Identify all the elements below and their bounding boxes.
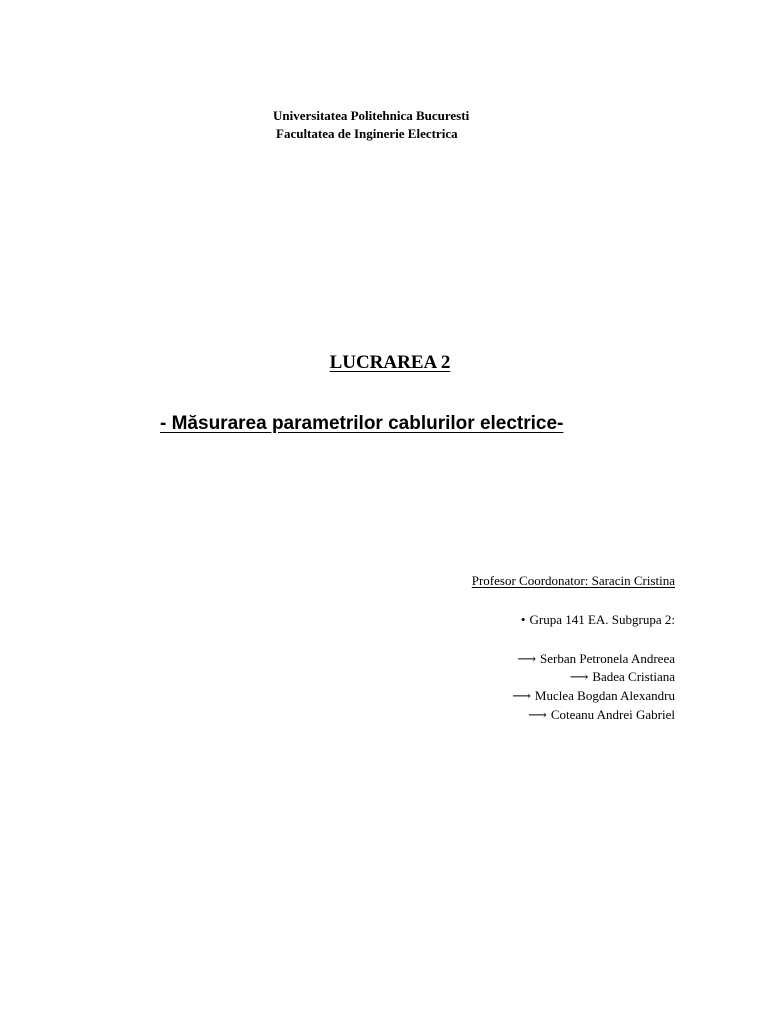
arrow-right-icon: ⟶ bbox=[517, 651, 536, 666]
member-name: Badea Cristiana bbox=[592, 669, 675, 684]
document-subtitle: - Măsurarea parametrilor cablurilor electrice- bbox=[160, 413, 564, 434]
member-item bbox=[512, 687, 675, 704]
university-name: Universitatea Politehnica Bucuresti bbox=[273, 108, 470, 123]
faculty-name: Facultatea de Inginerie Electrica bbox=[276, 126, 458, 141]
arrow-right-icon: ⟶ bbox=[512, 688, 531, 703]
member-name: Coteanu Andrei Gabriel bbox=[550, 707, 675, 722]
document-title: LUCRAREA 2 bbox=[329, 352, 451, 373]
bullet-icon: • bbox=[520, 612, 526, 627]
member-name: Muclea Bogdan Alexandru bbox=[534, 688, 675, 703]
arrow-right-icon: ⟶ bbox=[569, 669, 589, 684]
group-line bbox=[521, 611, 675, 628]
group-label: Grupa 141 EA. Subgrupa 2: bbox=[529, 612, 675, 627]
member-name: Serban Petronela Andreea bbox=[539, 651, 675, 666]
arrow-right-icon: ⟶ bbox=[528, 707, 547, 722]
member-item bbox=[570, 668, 675, 685]
member-item bbox=[528, 706, 675, 723]
coordinator-line: Profesor Coordonator: Saracin Cristina bbox=[471, 573, 675, 588]
member-item bbox=[517, 650, 675, 667]
